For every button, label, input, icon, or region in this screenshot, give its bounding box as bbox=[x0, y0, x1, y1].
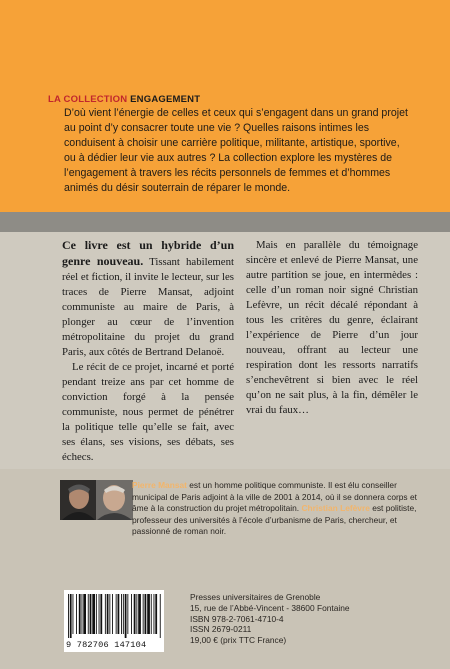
barcode-bar bbox=[68, 594, 69, 638]
barcode-bar bbox=[107, 594, 109, 634]
summary-paragraph-2: Le récit de ce projet, incarné et porté pendant treize ans par cet homme de conviction forgé à la pensée communiste, nous permet de pénétrer la politique telle qu’elle se fait, avec ses élans, ses visions, ses débats, ses échecs. bbox=[62, 361, 234, 463]
barcode-bar bbox=[147, 594, 150, 634]
barcode-bar bbox=[151, 594, 152, 634]
barcode-bar bbox=[121, 594, 122, 634]
collection-description: D’où vient l’énergie de celles et ceux qui s’engagent dans un grand projet au point d’y consacrer toute une vie ? Quelles raisons intimes les conduisent à choisir une carrière politique, militante, artistique, sportive, ou à dédier leur vie aux autres ? La collection explore les mystères de l’engagement à travers les récits personnels de femmes et d’hommes animés du désir souterrain de réparer le monde. bbox=[64, 107, 408, 194]
barcode-bar bbox=[96, 594, 97, 634]
barcode-bar bbox=[131, 594, 132, 634]
summary-column-left bbox=[62, 238, 234, 465]
divider-band bbox=[0, 212, 450, 232]
barcode-bar bbox=[138, 594, 141, 634]
barcode-bar bbox=[92, 594, 95, 634]
author-name-1: Pierre Mansat bbox=[132, 480, 187, 490]
barcode-bar bbox=[70, 594, 72, 638]
summary-lead: Ce livre est un hybride d’un genre nouveau. bbox=[62, 238, 234, 268]
barcode-bar bbox=[88, 594, 89, 634]
publisher-isbn: ISBN 978-2-7061-4710-4 bbox=[190, 613, 284, 624]
barcode-bar bbox=[99, 594, 100, 634]
collection-title bbox=[48, 94, 200, 105]
barcode-bar bbox=[79, 594, 81, 634]
barcode-bar bbox=[118, 594, 120, 634]
barcode-bar bbox=[100, 594, 102, 634]
author-bio-2: est politiste, professeur des universités à l’école d’urbanisme de Paris, chercheur, et passionné de roman noir. bbox=[132, 503, 417, 536]
barcode-bar bbox=[82, 594, 83, 634]
summary-column-right bbox=[246, 238, 418, 418]
author-name-2: Christian Lefèvre bbox=[301, 503, 370, 513]
publisher-info bbox=[190, 592, 350, 646]
summary-paragraph-1: Tissant habilement réel et fiction, il invite le lecteur, sur les traces de Pierre Mansat, adjoint communiste au maire de Paris, à plonger au cœur de l’invention métropolitaine du projet du grand Paris, aux côtés de Bertrand Delanoë. bbox=[62, 256, 234, 358]
barcode-bar bbox=[125, 594, 127, 638]
barcode-bar bbox=[90, 594, 92, 634]
barcode-bar bbox=[154, 594, 155, 634]
barcode-bar bbox=[134, 594, 136, 634]
author-photo-pierre-mansat bbox=[60, 480, 97, 520]
barcode-bar bbox=[160, 594, 161, 638]
publisher-price: 19,00 € (prix TTC France) bbox=[190, 635, 287, 646]
publisher-issn: ISSN 2679-0211 bbox=[190, 624, 252, 635]
barcode-bar bbox=[109, 594, 110, 634]
collection-label-black: ENGAGEMENT bbox=[127, 94, 201, 105]
author-photo-christian-lefevre bbox=[96, 480, 133, 520]
author-bio-1: est un homme politique communiste. Il est élu conseiller municipal de Paris adjoint à la ville de 2001 à 2014, où il se donnera corps et âme à la construction du projet métropolitain. bbox=[132, 480, 417, 513]
barcode-bar bbox=[83, 594, 86, 634]
barcode-bar bbox=[143, 594, 144, 634]
barcode-bars bbox=[64, 590, 164, 640]
barcode-bar bbox=[127, 594, 128, 634]
barcode-bar bbox=[73, 594, 74, 634]
publisher-name: Presses universitaires de Grenoble bbox=[190, 592, 321, 602]
publisher-address: 15, rue de l’Abbé-Vincent - 38600 Fontaine bbox=[190, 602, 350, 613]
barcode-bar bbox=[76, 594, 77, 634]
summary-paragraph-3: Mais en parallèle du témoignage sincère et enlevé de Pierre Mansat, une autre partition se joue, en intermèdes : celle d’un roman noir signé Christian Lefèvre, un récit décalé répondant à tous les critères du genre, éclairant l’expérience de Pierre d’un jour nouveau, offrant au lecteur une respiration dont les ressorts narratifs s’enchevêtrent si bien avec le réel qu’on ne sait plus, à la fin, démêler le vrai du faux… bbox=[246, 239, 418, 416]
collection-label-red: LA COLLECTION bbox=[48, 94, 128, 105]
barcode-bar bbox=[116, 594, 117, 634]
barcode-bar bbox=[155, 594, 157, 634]
barcode-bar bbox=[136, 594, 137, 634]
barcode-bar bbox=[145, 594, 147, 634]
barcode-bar bbox=[105, 594, 106, 634]
authors-bio bbox=[132, 480, 432, 538]
barcode-bar bbox=[123, 594, 124, 634]
barcode-bar bbox=[112, 594, 113, 634]
barcode-digits: 9 782706 147104 bbox=[66, 640, 147, 650]
